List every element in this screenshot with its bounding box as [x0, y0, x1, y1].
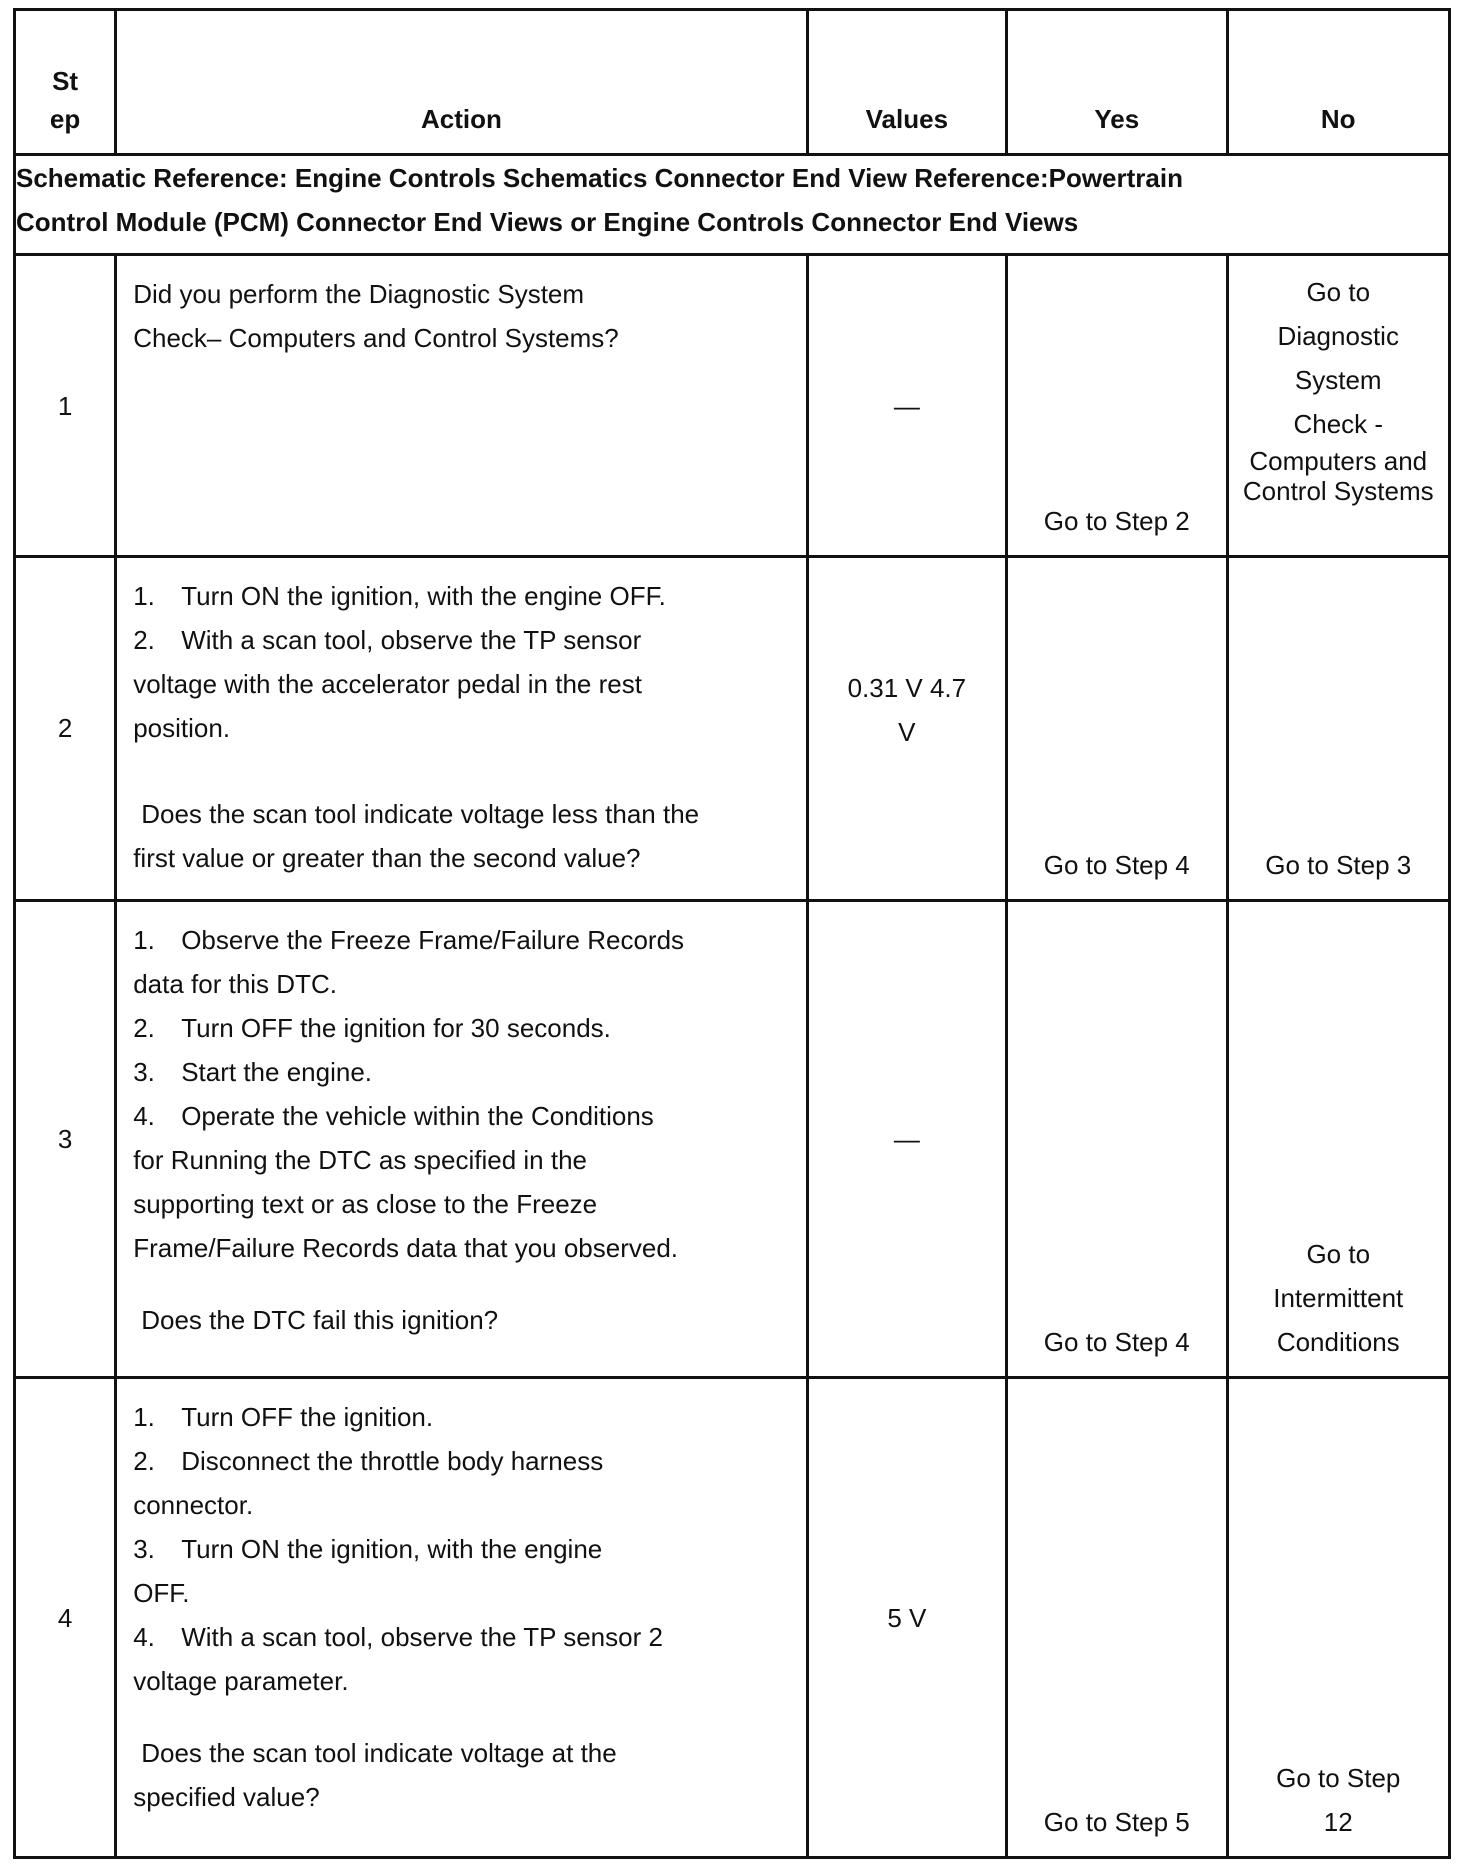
no-cell: Go to Step 12 [1227, 1378, 1450, 1858]
yes-cell: Go to Step 4 [1007, 556, 1227, 900]
value-cell: 5 V [807, 1378, 1006, 1858]
value-cell: — [807, 255, 1006, 557]
schematic-reference-row [15, 154, 1450, 255]
value-cell: — [807, 900, 1006, 1378]
value-cell: 0.31 V 4.7 V [807, 556, 1006, 900]
action-cell: 1. Observe the Freeze Frame/Failure Records data for this DTC. 2. Turn OFF the ignition for 30 seconds. 3. Start the engine. 4. Operate the vehicle within the Conditions for Running the DTC as specified in the supporting text or as close to the Freeze Frame/Failure Records data that you observed. Does the DTC fail this ignition? [116, 900, 807, 1378]
diagnostic-table [13, 8, 1451, 1859]
table-row [15, 255, 1450, 557]
table-row [15, 1378, 1450, 1858]
yes-cell: Go to Step 5 [1007, 1378, 1227, 1858]
no-cell: Go to Intermittent Conditions [1227, 900, 1450, 1378]
header-step: St ep [15, 10, 116, 155]
table-row [15, 900, 1450, 1378]
header-row [15, 10, 1450, 155]
step-number: 2 [15, 556, 116, 900]
no-cell: Go to Diagnostic System Check - Computers and Control Systems [1227, 255, 1450, 557]
schematic-reference: Schematic Reference: Engine Controls Schematics Connector End View Reference:Powertrain Control Module (PCM) Connector End Views or Engine Controls Connector End Views [15, 154, 1450, 255]
step-number: 3 [15, 900, 116, 1378]
step-number: 4 [15, 1378, 116, 1858]
action-cell: 1. Turn OFF the ignition. 2. Disconnect the throttle body harness connector. 3. Turn ON the ignition, with the engine OFF. 4. With a scan tool, observe the TP sensor 2 voltage parameter. Does the scan tool indicate voltage at the specified value? [116, 1378, 807, 1858]
yes-cell: Go to Step 2 [1007, 255, 1227, 557]
action-cell: 1. Turn ON the ignition, with the engine OFF. 2. With a scan tool, observe the TP sensor voltage with the accelerator pedal in the rest position. Does the scan tool indicate voltage less than the first value or greater than the second value? [116, 556, 807, 900]
header-yes: Yes [1007, 10, 1227, 155]
yes-cell: Go to Step 4 [1007, 900, 1227, 1378]
no-cell: Go to Step 3 [1227, 556, 1450, 900]
step-number: 1 [15, 255, 116, 557]
action-cell: Did you perform the Diagnostic System Check– Computers and Control Systems? [116, 255, 807, 557]
header-no: No [1227, 10, 1450, 155]
header-action: Action [116, 10, 807, 155]
header-values: Values [807, 10, 1006, 155]
table-row [15, 556, 1450, 900]
